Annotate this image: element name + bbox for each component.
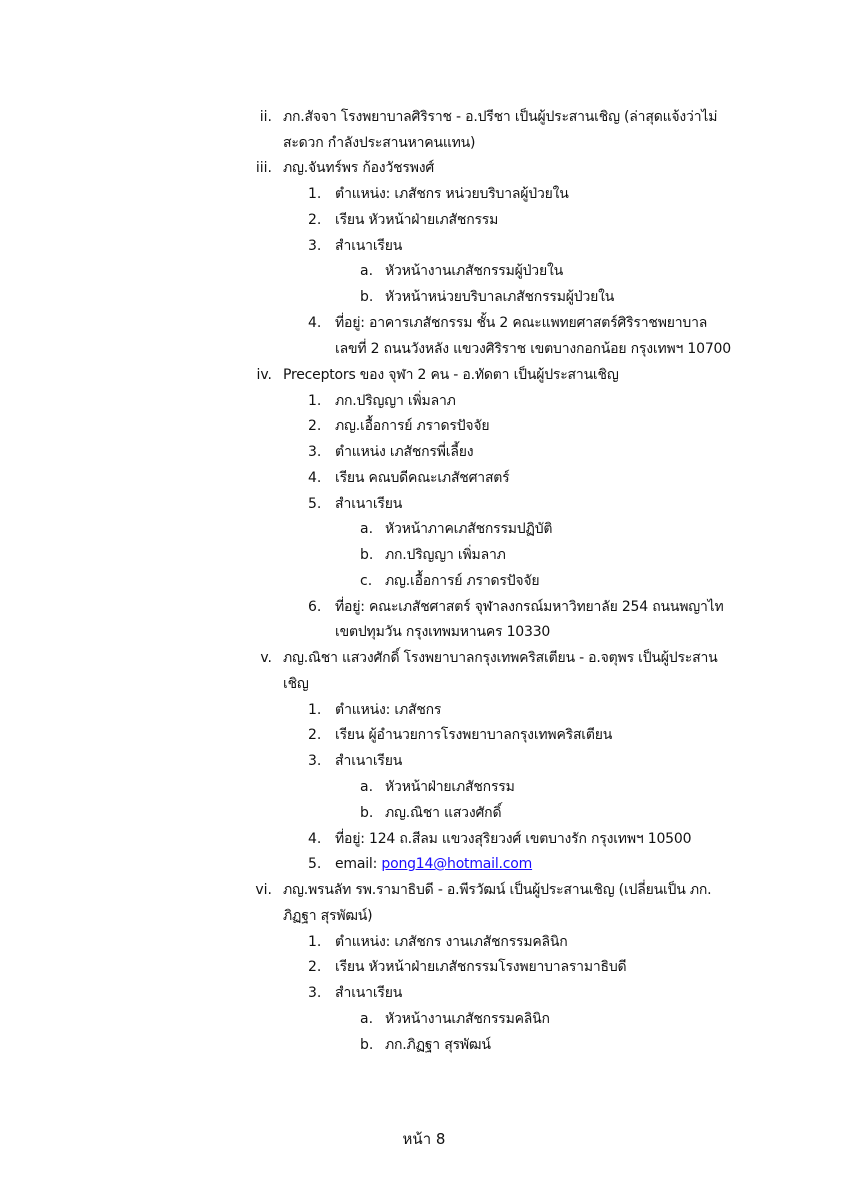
list-item-text: ภญ.จันทร์พร ก้องวัชรพงศ์: [283, 160, 435, 176]
email-link[interactable]: pong14@hotmail.com: [381, 856, 533, 872]
sub-marker: 3.: [308, 238, 322, 254]
sub-marker: 3.: [308, 444, 322, 460]
list-item-text: ภก.สัจจา โรงพยาบาลศิริราช - อ.ปรีชา เป็นผู้ประสานเชิญ (ล่าสุดแจ้งว่าไม่: [283, 109, 718, 125]
sub-item-text: สำเนาเรียน: [335, 238, 403, 254]
copy-marker: b.: [360, 547, 374, 563]
copy-marker: b.: [360, 289, 374, 305]
list-item-text: เชิญ: [283, 676, 309, 692]
list-marker: v.: [260, 650, 272, 666]
list-marker: iv.: [256, 367, 272, 383]
sub-item-text: สำเนาเรียน: [335, 753, 403, 769]
email-label: email:: [335, 856, 382, 872]
copy-item-text: หัวหน้าหน่วยบริบาลเภสัชกรรมผู้ป่วยใน: [385, 289, 615, 305]
list-item-text: Preceptors ของ จุฬา 2 คน - อ.ทัดตา เป็นผู้ประสานเชิญ: [283, 367, 619, 383]
sub-marker: 1.: [308, 393, 322, 409]
sub-item-text: ที่อยู่: คณะเภสัชศาสตร์ จุฬาลงกรณ์มหาวิทยาลัย 254 ถนนพญาไท: [335, 599, 724, 615]
sub-item-text: เรียน หัวหน้าฝ่ายเภสัชกรรมโรงพยาบาลรามาธิบดี: [335, 959, 627, 975]
sub-marker: 3.: [308, 753, 322, 769]
sub-marker: 5.: [308, 856, 322, 872]
copy-item-text: หัวหน้างานเภสัชกรรมผู้ป่วยใน: [385, 263, 563, 279]
copy-marker: a.: [360, 263, 374, 279]
email-line: [335, 853, 532, 875]
sub-item-text: ตำแหน่ง: เภสัชกร: [335, 702, 442, 718]
list-item-text: ภญ.ณิชา แสวงศักดิ์ โรงพยาบาลกรุงเทพคริสเตียน - อ.จตุพร เป็นผู้ประสาน: [283, 650, 718, 666]
copy-marker: c.: [360, 573, 373, 589]
copy-marker: b.: [360, 805, 374, 821]
sub-item-text: ตำแหน่ง เภสัชกรพี่เลี้ยง: [335, 444, 474, 460]
copy-item-text: ภญ.เอื้อการย์ ภราดรปัจจัย: [385, 573, 540, 589]
list-marker: ii.: [259, 109, 272, 125]
copy-item-text: หัวหน้างานเภสัชกรรมคลินิก: [385, 1011, 550, 1027]
sub-marker: 2.: [308, 727, 322, 743]
sub-marker: 3.: [308, 985, 322, 1001]
copy-item-text: ภก.ภิฏฐา สุรพัฒน์: [385, 1037, 491, 1053]
sub-item-text: ตำแหน่ง: เภสัชกร หน่วยบริบาลผู้ป่วยใน: [335, 186, 569, 202]
copy-marker: a.: [360, 779, 374, 795]
sub-marker: 4.: [308, 315, 322, 331]
copy-item-text: หัวหน้าภาคเภสัชกรรมปฏิบัติ: [385, 521, 553, 537]
sub-item-text: เรียน คณบดีคณะเภสัชศาสตร์: [335, 470, 510, 486]
sub-item-text: สำเนาเรียน: [335, 985, 403, 1001]
sub-item-text: เลขที่ 2 ถนนวังหลัง แขวงศิริราช เขตบางกอกน้อย กรุงเทพฯ 10700: [335, 341, 731, 357]
sub-item-text: เรียน ผู้อำนวยการโรงพยาบาลกรุงเทพคริสเตียน: [335, 727, 613, 743]
sub-item-text: สำเนาเรียน: [335, 496, 403, 512]
copy-item-text: ภญ.ณิชา แสวงศักดิ์: [385, 805, 502, 821]
sub-item-text: เขตปทุมวัน กรุงเทพมหานคร 10330: [335, 624, 551, 640]
copy-marker: b.: [360, 1037, 374, 1053]
sub-marker: 1.: [308, 186, 322, 202]
sub-marker: 2.: [308, 212, 322, 228]
sub-item-text: ที่อยู่: 124 ถ.สีลม แขวงสุริยวงศ์ เขตบางรัก กรุงเทพฯ 10500: [335, 831, 692, 847]
list-item-text: สะดวก กำลังประสานหาคนแทน): [283, 135, 476, 151]
sub-item-text: ที่อยู่: อาคารเภสัชกรรม ชั้น 2 คณะแพทยศาสตร์ศิริราชพยาบาล: [335, 315, 708, 331]
sub-item-text: ตำแหน่ง: เภสัชกร งานเภสัชกรรมคลินิก: [335, 934, 568, 950]
list-marker: iii.: [255, 160, 272, 176]
copy-marker: a.: [360, 521, 374, 537]
page-number: หน้า 8: [402, 1130, 446, 1148]
sub-marker: 4.: [308, 831, 322, 847]
copy-marker: a.: [360, 1011, 374, 1027]
sub-marker: 2.: [308, 959, 322, 975]
copy-item-text: ภก.ปริญญา เพิ่มลาภ: [385, 547, 506, 563]
list-marker: vi.: [255, 882, 272, 898]
sub-marker: 2.: [308, 418, 322, 434]
sub-marker: 4.: [308, 470, 322, 486]
sub-marker: 6.: [308, 599, 322, 615]
list-item-text: ภญ.พรนลัท รพ.รามาธิบดี - อ.พีรวัฒน์ เป็นผู้ประสานเชิญ (เปลี่ยนเป็น ภก.: [283, 882, 712, 898]
sub-marker: 1.: [308, 934, 322, 950]
sub-item-text: ภก.ปริญญา เพิ่มลาภ: [335, 393, 456, 409]
sub-item-text: ภญ.เอื้อการย์ ภราดรปัจจัย: [335, 418, 490, 434]
sub-item-text: เรียน หัวหน้าฝ่ายเภสัชกรรม: [335, 212, 499, 228]
list-item-text: ภิฏฐา สุรพัฒน์): [283, 908, 373, 924]
copy-item-text: หัวหน้าฝ่ายเภสัชกรรม: [385, 779, 515, 795]
sub-marker: 1.: [308, 702, 322, 718]
sub-marker: 5.: [308, 496, 322, 512]
